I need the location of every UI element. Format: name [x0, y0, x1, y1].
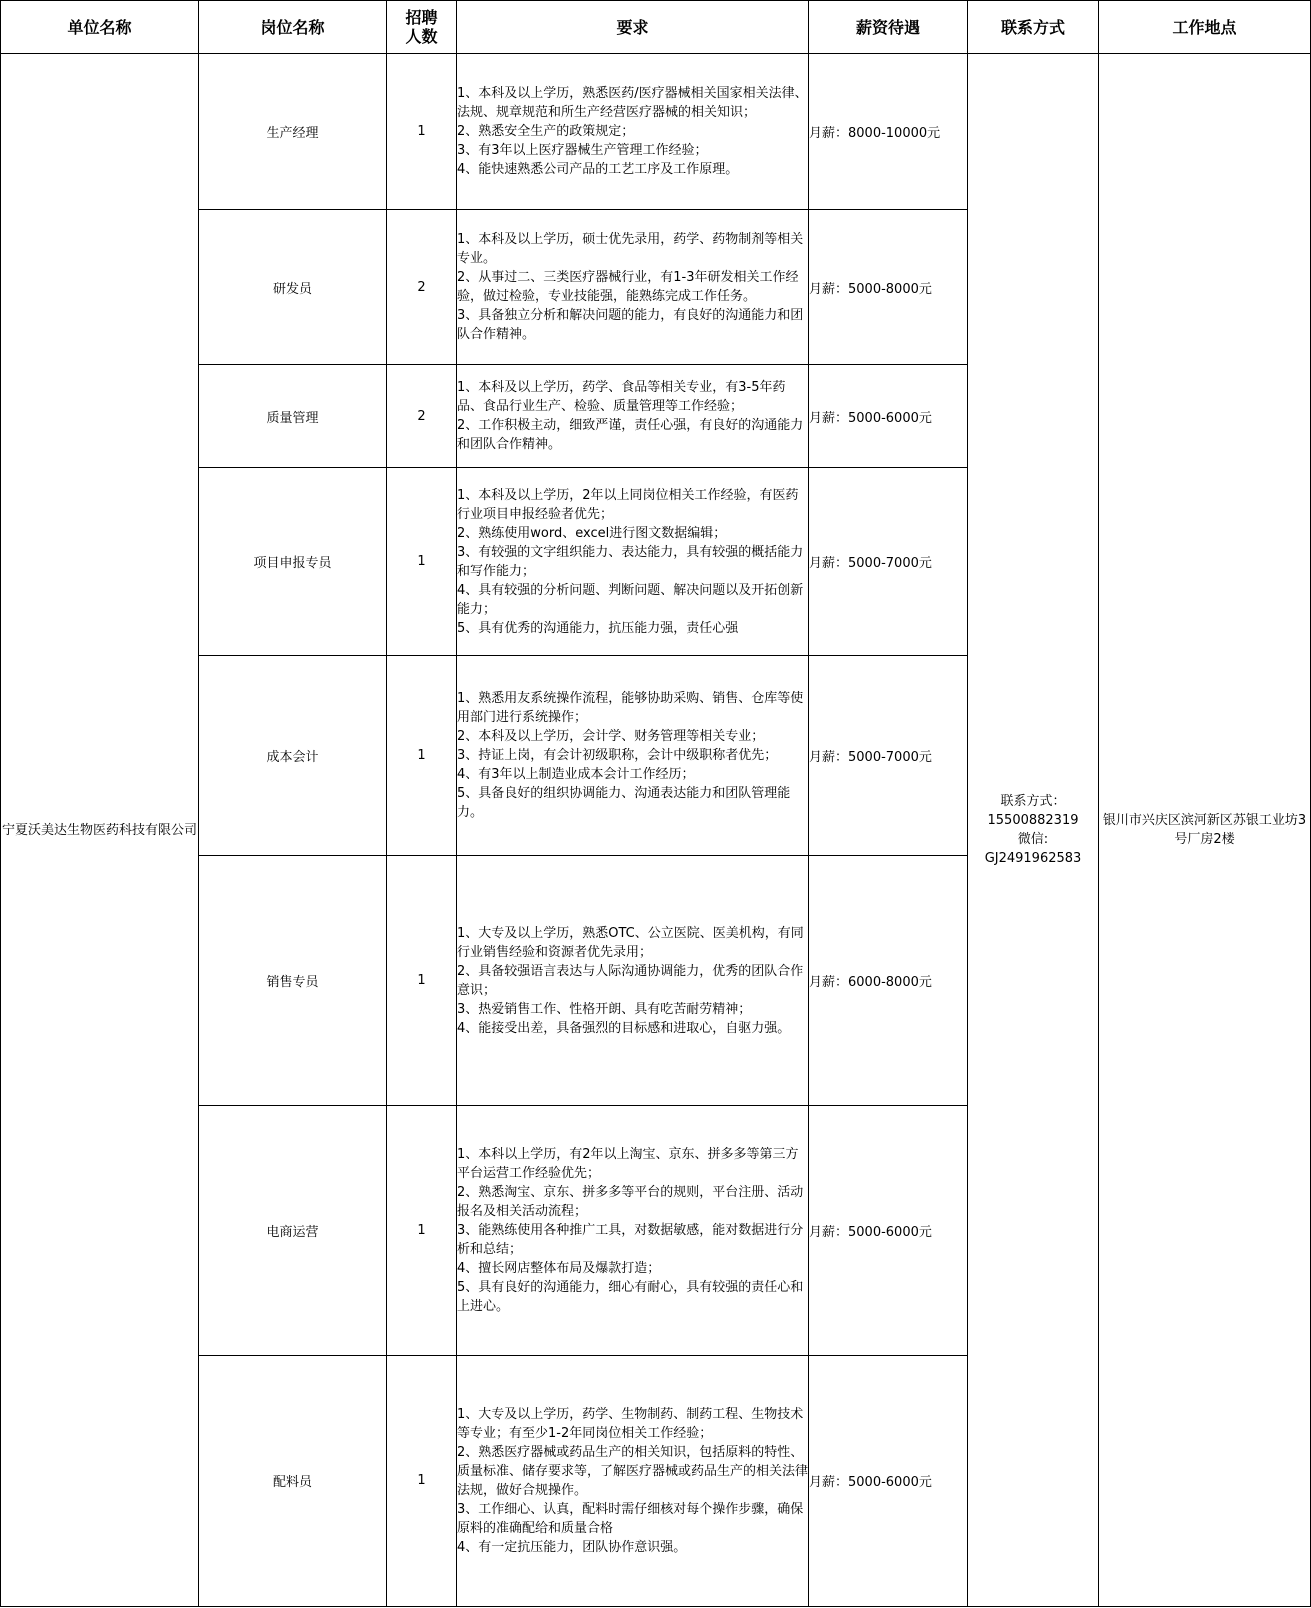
work-location: 银川市兴庆区滨河新区苏银工业坊3号厂房2楼: [1099, 54, 1311, 1607]
header-row: [1, 1, 1311, 54]
requirement-line: 3、具备独立分析和解决问题的能力，有良好的沟通能力和团队合作精神。: [457, 308, 804, 343]
requirement-line: 4、有一定抗压能力，团队协作意识强。: [457, 1539, 687, 1555]
job-requirements: [457, 656, 809, 856]
header-headcount: [387, 1, 457, 54]
requirement-line: 1、熟悉用友系统操作流程，能够协助采购、销售、仓库等使用部门进行系统操作；: [457, 691, 804, 726]
requirement-line: 1、大专及以上学历，药学、生物制药、制药工程、生物技术等专业；有至少1-2年同岗位相关工作经验；: [457, 1406, 804, 1441]
requirement-line: 4、能快速熟悉公司产品的工艺工序及工作原理。: [457, 161, 739, 177]
job-salary: 月薪：5000-7000元: [809, 467, 968, 655]
requirement-line: 2、熟练使用word、excel进行图文数据编辑；: [457, 525, 727, 541]
requirement-line: 2、熟悉安全生产的政策规定；: [457, 123, 635, 139]
job-requirements: [457, 54, 809, 210]
job-requirements: [457, 365, 809, 467]
job-title: 成本会计: [199, 656, 387, 856]
job-title: 配料员: [199, 1355, 387, 1606]
requirement-line: 2、工作积极主动，细致严谨，责任心强，有良好的沟通能力和团队合作精神。: [457, 418, 804, 453]
header-headcount-text: 招聘人数: [405, 8, 438, 46]
job-salary: 月薪：5000-6000元: [809, 1355, 968, 1606]
header-salary: 薪资待遇: [809, 1, 968, 54]
table-row: [1, 54, 1311, 210]
job-salary: 月薪：5000-7000元: [809, 656, 968, 856]
requirement-line: 1、本科及以上学历，硕士优先录用，药学、药物制剂等相关专业。: [457, 232, 804, 267]
job-requirements: [457, 209, 809, 365]
job-salary: 月薪：5000-6000元: [809, 365, 968, 467]
requirement-line: 2、熟悉淘宝、京东、拼多多等平台的规则，平台注册、活动报名及相关活动流程；: [457, 1185, 804, 1219]
contact-wechat: GJ2491962583: [984, 851, 1082, 866]
job-title: 生产经理: [199, 54, 387, 210]
requirement-line: 3、有3年以上医疗器械生产管理工作经验；: [457, 142, 708, 158]
requirement-line: 3、有较强的文字组织能力、表达能力，具有较强的概括能力和写作能力；: [457, 544, 804, 579]
job-salary: 月薪：5000-8000元: [809, 209, 968, 365]
requirement-line: 3、热爱销售工作、性格开朗、具有吃苦耐劳精神；: [457, 1001, 752, 1017]
job-headcount: 1: [387, 856, 457, 1106]
job-salary: 月薪：6000-8000元: [809, 856, 968, 1106]
requirement-line: 5、具备良好的组织协调能力、沟通表达能力和团队管理能力。: [457, 786, 791, 821]
job-title: 项目申报专员: [199, 467, 387, 655]
job-title: 质量管理: [199, 365, 387, 467]
header-contact: 联系方式: [968, 1, 1099, 54]
requirement-line: 1、本科以上学历，有2年以上淘宝、京东、拼多多等第三方平台运营工作经验优先；: [457, 1147, 799, 1181]
header-requirements: 要求: [457, 1, 809, 54]
job-salary: 月薪：8000-10000元: [809, 54, 968, 210]
requirement-line: 2、从事过二、三类医疗器械行业，有1-3年研发相关工作经验，做过检验，专业技能强，能熟练完成工作任务。: [457, 270, 799, 305]
requirement-line: 3、能熟练使用各种推广工具，对数据敏感，能对数据进行分析和总结；: [457, 1223, 804, 1257]
requirement-line: 4、具有较强的分析问题、判断问题、解决问题以及开拓创新能力；: [457, 582, 804, 617]
requirement-line: 5、具有良好的沟通能力，细心有耐心，具有较强的责任心和上进心。: [457, 1280, 804, 1314]
job-headcount: 2: [387, 209, 457, 365]
job-requirements: [457, 856, 809, 1106]
job-salary: 月薪：5000-6000元: [809, 1106, 968, 1356]
job-headcount: 1: [387, 1355, 457, 1606]
job-headcount: 1: [387, 656, 457, 856]
company-name: 宁夏沃美达生物医药科技有限公司: [1, 54, 199, 1607]
job-headcount: 2: [387, 365, 457, 467]
requirement-line: 2、熟悉医疗器械或药品生产的相关知识，包括原料的特性、质量标准、储存要求等，了解医疗器械或药品生产的相关法律法规，做好合规操作。: [457, 1444, 809, 1498]
requirement-line: 1、本科及以上学历，2年以上同岗位相关工作经验，有医药行业项目申报经验者优先；: [457, 487, 799, 522]
requirement-line: 4、有3年以上制造业成本会计工作经历；: [457, 767, 695, 783]
job-title: 电商运营: [199, 1106, 387, 1356]
header-location: 工作地点: [1099, 1, 1311, 54]
requirement-line: 4、擅长网店整体布局及爆款打造；: [457, 1261, 661, 1276]
contact-phone: 15500882319: [987, 813, 1079, 828]
requirement-line: 1、本科及以上学历，药学、食品等相关专业，有3-5年药品、食品行业生产、检验、质量管理等工作经验；: [457, 380, 786, 415]
job-requirements: [457, 467, 809, 655]
requirement-line: 2、本科及以上学历，会计学、财务管理等相关专业；: [457, 729, 765, 745]
header-company: 单位名称: [1, 1, 199, 54]
job-title: 研发员: [199, 209, 387, 365]
job-headcount: 1: [387, 467, 457, 655]
header-position: 岗位名称: [199, 1, 387, 54]
requirement-line: 1、本科及以上学历，熟悉医药/医疗器械相关国家相关法律、法规、规章规范和所生产经营医疗器械的相关知识；: [457, 85, 808, 120]
requirement-line: 2、具备较强语言表达与人际沟通协调能力，优秀的团队合作意识；: [457, 963, 804, 998]
requirement-line: 4、能接受出差，具备强烈的目标感和进取心，自驱力强。: [457, 1020, 791, 1036]
contact-info: [968, 54, 1099, 1607]
job-requirements: [457, 1355, 809, 1606]
job-headcount: 1: [387, 54, 457, 210]
job-headcount: 1: [387, 1106, 457, 1356]
requirement-line: 1、大专及以上学历，熟悉OTC、公立医院、医美机构，有同行业销售经验和资源者优先录用；: [457, 925, 804, 960]
contact-wechat-label: 微信:: [1017, 832, 1049, 847]
job-requirements: [457, 1106, 809, 1356]
job-title: 销售专员: [199, 856, 387, 1106]
requirement-line: 3、持证上岗，有会计初级职称，会计中级职称者优先；: [457, 748, 778, 764]
requirement-line: 3、工作细心、认真，配料时需仔细核对每个操作步骤，确保原料的准确配给和质量合格: [457, 1501, 804, 1536]
requirement-line: 5、具有优秀的沟通能力，抗压能力强，责任心强: [457, 620, 739, 636]
contact-label: 联系方式：: [1000, 794, 1066, 809]
